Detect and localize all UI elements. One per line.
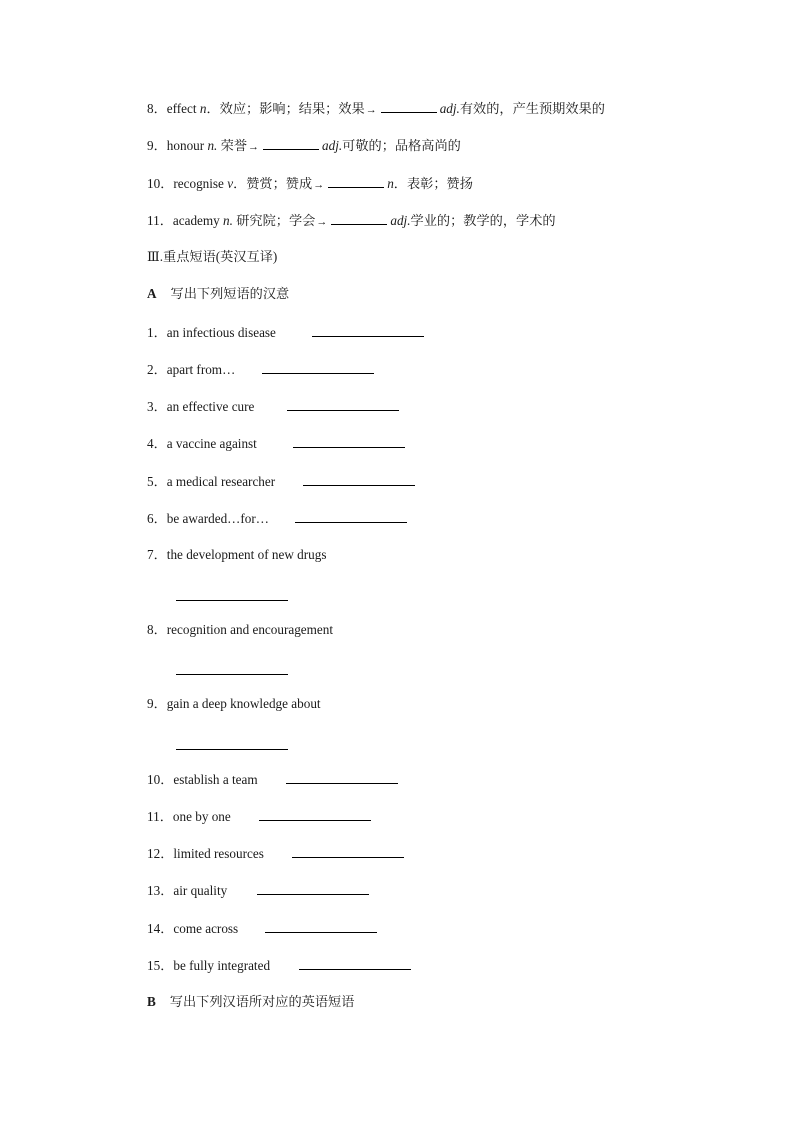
vocab-meaning: ．赞赏；赞成 <box>233 176 313 191</box>
phrase-item <box>147 323 424 342</box>
item-number: 11． <box>147 213 173 228</box>
part-of-speech: v <box>227 176 234 191</box>
part-letter: B <box>147 994 156 1009</box>
part-of-speech: n. <box>207 138 218 153</box>
item-number: 6． <box>147 511 167 526</box>
part-of-speech: n. <box>223 213 233 228</box>
arrow-icon: → <box>365 104 377 116</box>
item-number: 4． <box>147 436 167 451</box>
answer-blank[interactable] <box>257 881 369 895</box>
answer-blank[interactable] <box>303 472 415 486</box>
answer-blank[interactable] <box>381 99 437 113</box>
target-pos: adj. <box>322 138 343 153</box>
item-number: 5． <box>147 474 167 489</box>
item-number: 8． <box>147 622 167 637</box>
phrase-item <box>147 770 398 789</box>
phrase-text: be fully integrated <box>173 958 271 973</box>
item-number: 10． <box>147 772 174 787</box>
phrase-text: the development of new drugs <box>166 547 327 562</box>
item-number: 8． <box>147 101 167 116</box>
part-letter: A <box>147 286 157 301</box>
answer-blank[interactable] <box>259 807 371 821</box>
phrase-text: establish a team <box>173 772 258 787</box>
answer-blank[interactable] <box>262 360 374 374</box>
phrase-text: an infectious disease <box>166 325 276 340</box>
vocab-word: honour <box>166 138 205 153</box>
answer-blank[interactable] <box>263 136 319 150</box>
phrase-item <box>147 621 333 639</box>
vocab-item <box>147 99 605 119</box>
answer-blank[interactable] <box>328 174 384 188</box>
vocab-meaning: ．效应；影响；结果；效果 <box>206 101 365 116</box>
part-of-speech: n <box>199 101 207 116</box>
phrase-text: a medical researcher <box>166 474 276 489</box>
arrow-icon: → <box>248 141 260 153</box>
answer-blank[interactable] <box>312 323 424 337</box>
phrase-item <box>147 434 405 453</box>
phrase-text: be awarded…for… <box>166 511 269 526</box>
vocab-meaning: 研究院；学会 <box>232 213 316 228</box>
part-title: 写出下列汉语所对应的英语短语 <box>169 994 355 1009</box>
item-number: 10． <box>147 176 174 191</box>
item-number: 9． <box>147 138 167 153</box>
target-meaning: 有效的，产生预期效果的 <box>459 101 605 116</box>
phrase-text: an effective cure <box>166 399 255 414</box>
section-heading <box>147 248 277 266</box>
answer-blank[interactable] <box>299 956 411 970</box>
phrase-item <box>147 546 326 564</box>
item-number: 11． <box>147 809 173 824</box>
phrase-text: recognition and encouragement <box>166 622 334 637</box>
item-number: 1． <box>147 325 167 340</box>
vocab-meaning: 荣誉 <box>217 138 248 153</box>
item-number: 7． <box>147 547 167 562</box>
section-title: Ⅲ.重点短语(英汉互译) <box>147 249 278 264</box>
vocab-word: effect <box>166 101 197 116</box>
phrase-text: one by one <box>172 809 231 824</box>
target-pos: n <box>387 176 394 191</box>
phrase-text: gain a deep knowledge about <box>166 696 321 711</box>
phrase-text: a vaccine against <box>166 436 257 451</box>
target-meaning: 学业的；教学的，学术的 <box>410 213 556 228</box>
phrase-item <box>147 695 321 713</box>
vocab-word: recognise <box>173 176 224 191</box>
answer-blank[interactable] <box>293 434 405 448</box>
target-pos: adj. <box>439 101 460 116</box>
part-title: 写出下列短语的汉意 <box>170 286 290 301</box>
target-meaning: 可敬的；品格高尚的 <box>342 138 461 153</box>
item-number: 12． <box>147 846 174 861</box>
answer-blank[interactable] <box>176 748 288 750</box>
phrase-item <box>147 881 369 900</box>
answer-blank[interactable] <box>287 397 399 411</box>
phrase-item <box>147 919 377 938</box>
answer-blank[interactable] <box>295 509 407 523</box>
vocab-item <box>147 174 473 194</box>
item-number: 14． <box>147 921 174 936</box>
item-number: 9． <box>147 696 167 711</box>
target-pos: adj. <box>390 213 411 228</box>
phrase-text: apart from… <box>166 362 236 377</box>
answer-blank[interactable] <box>286 770 398 784</box>
target-meaning: ．表彰；赞扬 <box>393 176 473 191</box>
phrase-text: limited resources <box>173 846 264 861</box>
phrase-item <box>147 956 411 975</box>
answer-blank[interactable] <box>265 919 377 933</box>
phrase-item <box>147 360 374 379</box>
phrase-item <box>147 807 371 826</box>
item-number: 2． <box>147 362 167 377</box>
phrase-item <box>147 472 415 491</box>
answer-blank[interactable] <box>292 844 404 858</box>
arrow-icon: → <box>316 216 328 228</box>
item-number: 3． <box>147 399 167 414</box>
phrase-item <box>147 509 407 528</box>
item-number: 15． <box>147 958 174 973</box>
vocab-word: academy <box>172 213 220 228</box>
phrase-item <box>147 397 399 416</box>
part-b-heading <box>147 993 354 1011</box>
vocab-item <box>147 136 461 156</box>
answer-blank[interactable] <box>176 673 288 675</box>
vocab-item <box>147 211 556 231</box>
part-a-heading <box>147 285 289 303</box>
phrase-text: come across <box>173 921 239 936</box>
phrase-item <box>147 844 404 863</box>
answer-blank[interactable] <box>176 599 288 601</box>
phrase-text: air quality <box>173 883 228 898</box>
answer-blank[interactable] <box>331 211 387 225</box>
item-number: 13． <box>147 883 174 898</box>
arrow-icon: → <box>313 179 325 191</box>
